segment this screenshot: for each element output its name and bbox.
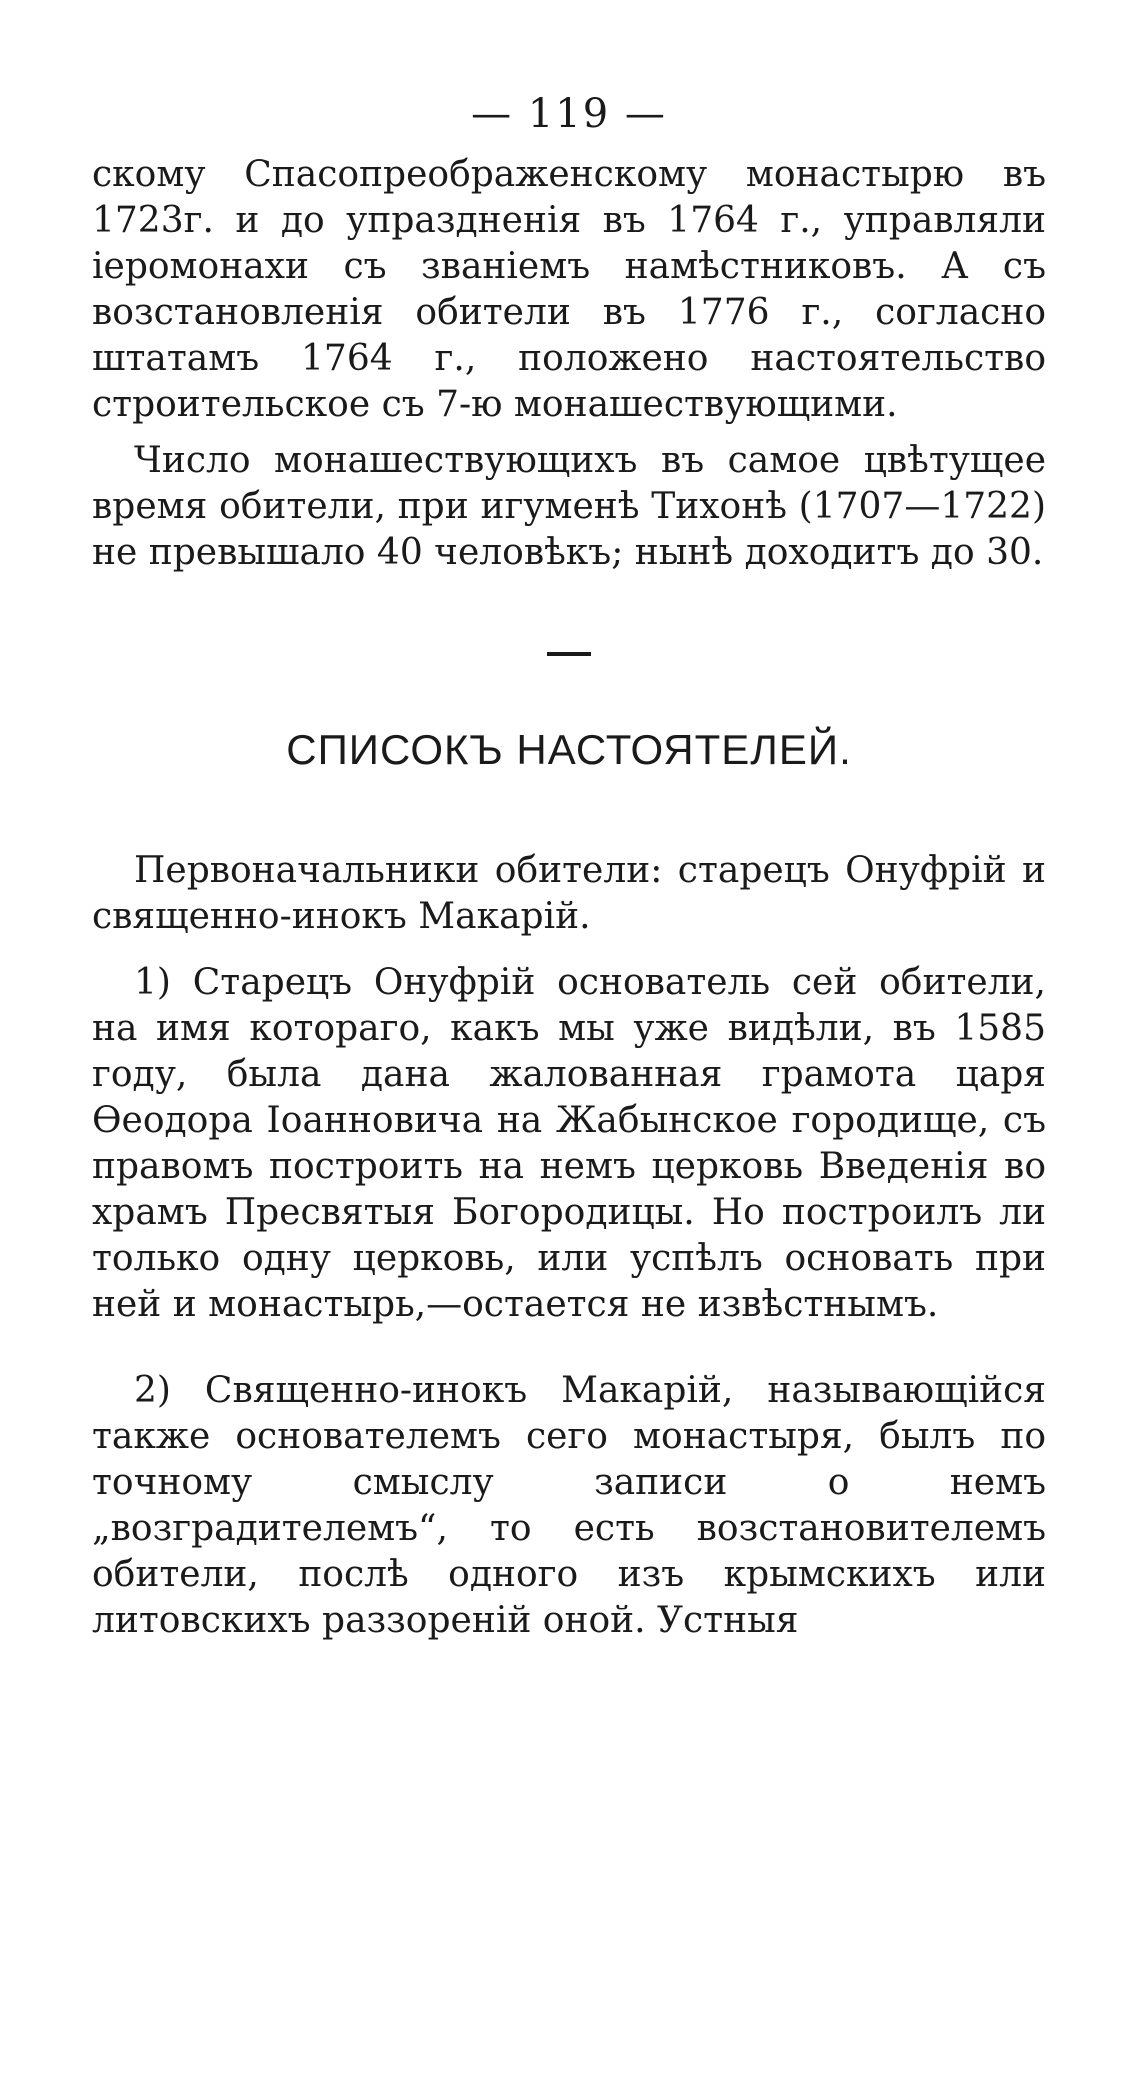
- paragraph-monk-count: Число монашествующихъ въ самое цвѣтущее время обители, при игуменѣ Тихонѣ (1707—1722) не превышало 40 человѣкъ; нынѣ доходитъ до 30.: [92, 440, 1046, 573]
- paragraph-founders-intro: Первоначальники обители: старецъ Онуфрій и священно-инокъ Макарій.: [92, 850, 1046, 937]
- section-title: СПИСОКЪ НАСТОЯТЕЛЕЙ.: [286, 726, 852, 773]
- section-separator: [547, 652, 591, 656]
- page-number: — 119 —: [471, 91, 667, 137]
- paragraph-continuation: скому Спасопреображенскому монастырю въ 1723г. и до упраздненія въ 1764 г., управляли іеромонахи съ званіемъ намѣстниковъ. А съ возстановленія обители въ 1776 г., согласно штатамъ 1764 г., положено настоятельство строительское съ 7-ю монашествующими.: [92, 154, 1046, 425]
- book-page: [92, 90, 1046, 1644]
- list-entry-2: 2) Священно-инокъ Макарій, называющійся также основателемъ сего монастыря, былъ по точному смыслу записи о немъ „возградителемъ“, то есть возстановителемъ обители, послѣ одного изъ крымскихъ или литовскихъ раззореній оной. Устныя: [92, 1370, 1046, 1641]
- list-entry-1: 1) Старецъ Онуфрій основатель сей обители, на имя котораго, какъ мы уже видѣли, въ 1585 году, была дана жалованная грамота царя Ѳеодора Іоанновича на Жабынское городище, съ правомъ построить на немъ церковь Введенія во храмъ Пресвятыя Богородицы. Но построилъ ли только одну церковь, или успѣлъ основать при ней и монастырь,—остается не извѣстнымъ.: [92, 962, 1046, 1325]
